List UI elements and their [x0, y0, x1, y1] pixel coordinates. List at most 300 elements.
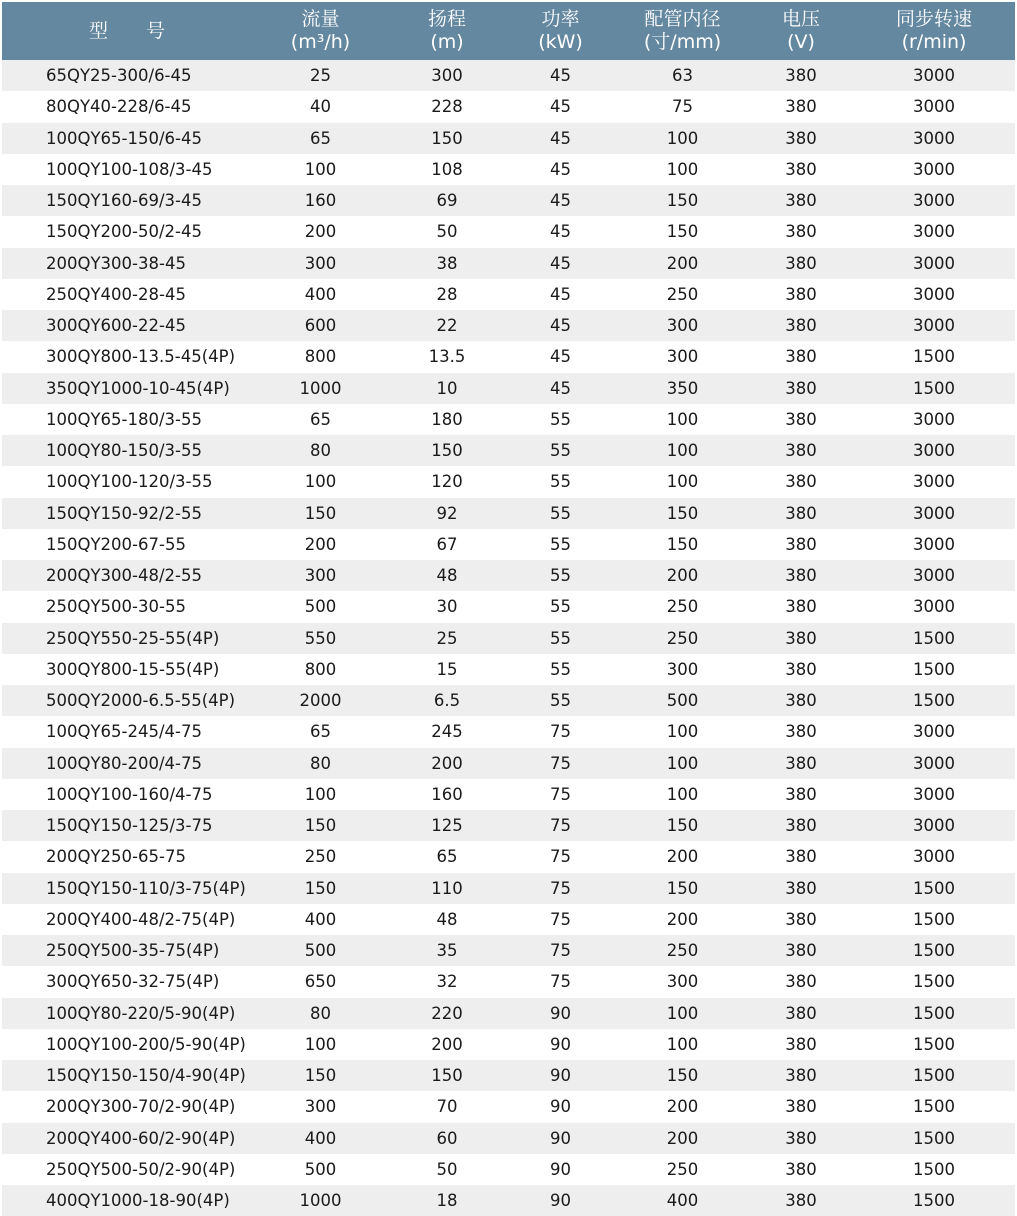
- pump-spec-table: [2, 2, 1015, 1216]
- speed-cell: 3000: [853, 591, 1015, 622]
- head-cell: 150: [389, 123, 505, 154]
- model-cell: 500QY2000-6.5-55(4P): [2, 685, 252, 716]
- speed-cell: 3000: [853, 185, 1015, 216]
- flow-cell: 300: [252, 560, 389, 591]
- voltage-cell: 380: [749, 60, 853, 91]
- head-cell: 92: [389, 498, 505, 529]
- pipe-diameter-cell: 150: [616, 216, 749, 247]
- flow-cell: 65: [252, 123, 389, 154]
- head-cell: 22: [389, 310, 505, 341]
- table-row: [2, 404, 1015, 435]
- model-cell: 350QY1000-10-45(4P): [2, 373, 252, 404]
- flow-cell: 550: [252, 623, 389, 654]
- pipe-diameter-cell: 100: [616, 1029, 749, 1060]
- head-cell: 13.5: [389, 341, 505, 372]
- model-cell: 150QY200-67-55: [2, 529, 252, 560]
- flow-cell: 2000: [252, 685, 389, 716]
- power-cell: 90: [505, 998, 616, 1029]
- model-cell: 65QY25-300/6-45: [2, 60, 252, 91]
- speed-cell: 3000: [853, 716, 1015, 747]
- flow-cell: 80: [252, 435, 389, 466]
- model-cell: 250QY500-35-75(4P): [2, 935, 252, 966]
- pipe-diameter-cell: 350: [616, 373, 749, 404]
- power-cell: 90: [505, 1091, 616, 1122]
- power-cell: 45: [505, 373, 616, 404]
- speed-cell: 3000: [853, 466, 1015, 497]
- table-row: [2, 810, 1015, 841]
- head-cell: 160: [389, 779, 505, 810]
- table-row: [2, 341, 1015, 372]
- power-cell: 55: [505, 685, 616, 716]
- power-cell: 45: [505, 60, 616, 91]
- pipe-diameter-cell: 100: [616, 404, 749, 435]
- speed-cell: 1500: [853, 1060, 1015, 1091]
- power-cell: 45: [505, 91, 616, 122]
- header-pipe-diameter: 配管内径 (寸/mm): [616, 2, 749, 60]
- voltage-cell: 380: [749, 466, 853, 497]
- model-cell: 400QY1000-18-90(4P): [2, 1185, 252, 1216]
- pipe-diameter-cell: 150: [616, 873, 749, 904]
- model-cell: 250QY400-28-45: [2, 279, 252, 310]
- pipe-diameter-cell: 500: [616, 685, 749, 716]
- table-row: [2, 841, 1015, 872]
- table-row: [2, 310, 1015, 341]
- power-cell: 45: [505, 279, 616, 310]
- table-row: [2, 1060, 1015, 1091]
- head-cell: 15: [389, 654, 505, 685]
- flow-cell: 160: [252, 185, 389, 216]
- table-row: [2, 498, 1015, 529]
- voltage-cell: 380: [749, 310, 853, 341]
- flow-cell: 800: [252, 654, 389, 685]
- head-cell: 35: [389, 935, 505, 966]
- table-row: [2, 216, 1015, 247]
- flow-cell: 65: [252, 716, 389, 747]
- speed-cell: 3000: [853, 529, 1015, 560]
- table-row: [2, 91, 1015, 122]
- pipe-diameter-cell: 100: [616, 748, 749, 779]
- table-header: [2, 2, 1015, 60]
- power-cell: 55: [505, 498, 616, 529]
- speed-cell: 1500: [853, 1185, 1015, 1216]
- head-cell: 60: [389, 1123, 505, 1154]
- voltage-cell: 380: [749, 498, 853, 529]
- head-cell: 150: [389, 1060, 505, 1091]
- model-cell: 200QY400-60/2-90(4P): [2, 1123, 252, 1154]
- model-cell: 250QY500-30-55: [2, 591, 252, 622]
- power-cell: 75: [505, 779, 616, 810]
- power-cell: 45: [505, 248, 616, 279]
- table-row: [2, 185, 1015, 216]
- flow-cell: 500: [252, 591, 389, 622]
- head-cell: 67: [389, 529, 505, 560]
- voltage-cell: 380: [749, 685, 853, 716]
- speed-cell: 1500: [853, 341, 1015, 372]
- speed-cell: 1500: [853, 623, 1015, 654]
- pipe-diameter-cell: 75: [616, 91, 749, 122]
- table-row: [2, 466, 1015, 497]
- voltage-cell: 380: [749, 154, 853, 185]
- model-cell: 300QY800-15-55(4P): [2, 654, 252, 685]
- table-row: [2, 123, 1015, 154]
- voltage-cell: 380: [749, 1154, 853, 1185]
- model-cell: 100QY65-245/4-75: [2, 716, 252, 747]
- pipe-diameter-cell: 300: [616, 966, 749, 997]
- pipe-diameter-cell: 100: [616, 123, 749, 154]
- pipe-diameter-cell: 400: [616, 1185, 749, 1216]
- flow-cell: 80: [252, 748, 389, 779]
- voltage-cell: 380: [749, 1060, 853, 1091]
- pipe-diameter-cell: 250: [616, 1154, 749, 1185]
- power-cell: 90: [505, 1029, 616, 1060]
- voltage-cell: 380: [749, 591, 853, 622]
- power-cell: 90: [505, 1154, 616, 1185]
- head-cell: 245: [389, 716, 505, 747]
- head-cell: 50: [389, 216, 505, 247]
- pipe-diameter-cell: 200: [616, 904, 749, 935]
- flow-cell: 500: [252, 935, 389, 966]
- flow-cell: 1000: [252, 1185, 389, 1216]
- model-cell: 300QY800-13.5-45(4P): [2, 341, 252, 372]
- power-cell: 75: [505, 966, 616, 997]
- speed-cell: 1500: [853, 654, 1015, 685]
- pipe-diameter-cell: 200: [616, 560, 749, 591]
- voltage-cell: 380: [749, 435, 853, 466]
- table-row: [2, 1091, 1015, 1122]
- flow-cell: 40: [252, 91, 389, 122]
- power-cell: 45: [505, 310, 616, 341]
- model-cell: 150QY150-110/3-75(4P): [2, 873, 252, 904]
- speed-cell: 3000: [853, 779, 1015, 810]
- power-cell: 45: [505, 185, 616, 216]
- model-cell: 300QY600-22-45: [2, 310, 252, 341]
- model-cell: 200QY300-70/2-90(4P): [2, 1091, 252, 1122]
- pipe-diameter-cell: 300: [616, 310, 749, 341]
- voltage-cell: 380: [749, 1029, 853, 1060]
- flow-cell: 150: [252, 498, 389, 529]
- pipe-diameter-cell: 100: [616, 779, 749, 810]
- power-cell: 45: [505, 341, 616, 372]
- header-voltage: 电压 (V): [749, 2, 853, 60]
- pipe-diameter-cell: 250: [616, 279, 749, 310]
- model-cell: 100QY100-108/3-45: [2, 154, 252, 185]
- table-row: [2, 998, 1015, 1029]
- voltage-cell: 380: [749, 623, 853, 654]
- head-cell: 108: [389, 154, 505, 185]
- power-cell: 55: [505, 623, 616, 654]
- power-cell: 55: [505, 529, 616, 560]
- table-row: [2, 60, 1015, 91]
- flow-cell: 400: [252, 904, 389, 935]
- flow-cell: 65: [252, 404, 389, 435]
- table-row: [2, 154, 1015, 185]
- power-cell: 90: [505, 1060, 616, 1091]
- voltage-cell: 380: [749, 248, 853, 279]
- pipe-diameter-cell: 100: [616, 466, 749, 497]
- voltage-cell: 380: [749, 341, 853, 372]
- flow-cell: 800: [252, 341, 389, 372]
- model-cell: 100QY100-160/4-75: [2, 779, 252, 810]
- model-cell: 250QY550-25-55(4P): [2, 623, 252, 654]
- head-cell: 30: [389, 591, 505, 622]
- pipe-diameter-cell: 250: [616, 591, 749, 622]
- model-cell: 150QY200-50/2-45: [2, 216, 252, 247]
- flow-cell: 300: [252, 1091, 389, 1122]
- pipe-diameter-cell: 200: [616, 1123, 749, 1154]
- flow-cell: 250: [252, 841, 389, 872]
- table-row: [2, 748, 1015, 779]
- head-cell: 200: [389, 1029, 505, 1060]
- power-cell: 45: [505, 123, 616, 154]
- table-row: [2, 623, 1015, 654]
- pipe-diameter-cell: 150: [616, 1060, 749, 1091]
- speed-cell: 3000: [853, 216, 1015, 247]
- flow-cell: 600: [252, 310, 389, 341]
- table-row: [2, 1029, 1015, 1060]
- pipe-diameter-cell: 100: [616, 716, 749, 747]
- speed-cell: 3000: [853, 310, 1015, 341]
- table-row: [2, 1123, 1015, 1154]
- power-cell: 90: [505, 1185, 616, 1216]
- voltage-cell: 380: [749, 1185, 853, 1216]
- model-cell: 250QY500-50/2-90(4P): [2, 1154, 252, 1185]
- pipe-diameter-cell: 200: [616, 841, 749, 872]
- model-cell: 200QY250-65-75: [2, 841, 252, 872]
- header-power: 功率 (kW): [505, 2, 616, 60]
- table-row: [2, 935, 1015, 966]
- header-row: [2, 2, 1015, 60]
- table-row: [2, 529, 1015, 560]
- pipe-diameter-cell: 300: [616, 654, 749, 685]
- speed-cell: 3000: [853, 498, 1015, 529]
- header-model: 型 号: [2, 2, 252, 60]
- flow-cell: 1000: [252, 373, 389, 404]
- head-cell: 120: [389, 466, 505, 497]
- pipe-diameter-cell: 300: [616, 341, 749, 372]
- head-cell: 50: [389, 1154, 505, 1185]
- pipe-diameter-cell: 150: [616, 810, 749, 841]
- voltage-cell: 380: [749, 216, 853, 247]
- model-cell: 100QY80-150/3-55: [2, 435, 252, 466]
- flow-cell: 200: [252, 216, 389, 247]
- voltage-cell: 380: [749, 404, 853, 435]
- speed-cell: 3000: [853, 404, 1015, 435]
- table-row: [2, 654, 1015, 685]
- power-cell: 55: [505, 404, 616, 435]
- speed-cell: 3000: [853, 123, 1015, 154]
- flow-cell: 400: [252, 1123, 389, 1154]
- head-cell: 200: [389, 748, 505, 779]
- power-cell: 75: [505, 748, 616, 779]
- table-row: [2, 373, 1015, 404]
- model-cell: 300QY650-32-75(4P): [2, 966, 252, 997]
- pipe-diameter-cell: 150: [616, 529, 749, 560]
- table-row: [2, 716, 1015, 747]
- header-speed: 同步转速 (r/min): [853, 2, 1015, 60]
- speed-cell: 1500: [853, 1123, 1015, 1154]
- head-cell: 25: [389, 623, 505, 654]
- model-cell: 100QY80-200/4-75: [2, 748, 252, 779]
- voltage-cell: 380: [749, 841, 853, 872]
- table-row: [2, 685, 1015, 716]
- voltage-cell: 380: [749, 873, 853, 904]
- speed-cell: 1500: [853, 873, 1015, 904]
- model-cell: 150QY150-92/2-55: [2, 498, 252, 529]
- voltage-cell: 380: [749, 373, 853, 404]
- model-cell: 200QY300-38-45: [2, 248, 252, 279]
- table-row: [2, 248, 1015, 279]
- flow-cell: 150: [252, 810, 389, 841]
- head-cell: 125: [389, 810, 505, 841]
- pipe-diameter-cell: 250: [616, 935, 749, 966]
- voltage-cell: 380: [749, 529, 853, 560]
- model-cell: 150QY150-150/4-90(4P): [2, 1060, 252, 1091]
- voltage-cell: 380: [749, 91, 853, 122]
- pipe-diameter-cell: 100: [616, 998, 749, 1029]
- speed-cell: 1500: [853, 373, 1015, 404]
- head-cell: 70: [389, 1091, 505, 1122]
- table-row: [2, 560, 1015, 591]
- speed-cell: 3000: [853, 279, 1015, 310]
- speed-cell: 3000: [853, 435, 1015, 466]
- voltage-cell: 380: [749, 779, 853, 810]
- table-row: [2, 591, 1015, 622]
- voltage-cell: 380: [749, 810, 853, 841]
- head-cell: 28: [389, 279, 505, 310]
- speed-cell: 1500: [853, 1029, 1015, 1060]
- model-cell: 100QY100-200/5-90(4P): [2, 1029, 252, 1060]
- speed-cell: 3000: [853, 154, 1015, 185]
- speed-cell: 1500: [853, 998, 1015, 1029]
- speed-cell: 3000: [853, 841, 1015, 872]
- table-row: [2, 279, 1015, 310]
- voltage-cell: 380: [749, 1123, 853, 1154]
- table-row: [2, 873, 1015, 904]
- flow-cell: 400: [252, 279, 389, 310]
- power-cell: 45: [505, 216, 616, 247]
- power-cell: 45: [505, 154, 616, 185]
- head-cell: 150: [389, 435, 505, 466]
- model-cell: 150QY160-69/3-45: [2, 185, 252, 216]
- table-row: [2, 435, 1015, 466]
- head-cell: 180: [389, 404, 505, 435]
- head-cell: 300: [389, 60, 505, 91]
- model-cell: 100QY80-220/5-90(4P): [2, 998, 252, 1029]
- head-cell: 65: [389, 841, 505, 872]
- voltage-cell: 380: [749, 1091, 853, 1122]
- pipe-diameter-cell: 100: [616, 435, 749, 466]
- flow-cell: 25: [252, 60, 389, 91]
- speed-cell: 3000: [853, 748, 1015, 779]
- flow-cell: 200: [252, 529, 389, 560]
- head-cell: 6.5: [389, 685, 505, 716]
- voltage-cell: 380: [749, 998, 853, 1029]
- power-cell: 55: [505, 560, 616, 591]
- voltage-cell: 380: [749, 654, 853, 685]
- head-cell: 110: [389, 873, 505, 904]
- speed-cell: 3000: [853, 60, 1015, 91]
- speed-cell: 1500: [853, 1154, 1015, 1185]
- table-row: [2, 1185, 1015, 1216]
- flow-cell: 100: [252, 779, 389, 810]
- flow-cell: 150: [252, 1060, 389, 1091]
- model-cell: 200QY400-48/2-75(4P): [2, 904, 252, 935]
- voltage-cell: 380: [749, 748, 853, 779]
- speed-cell: 3000: [853, 248, 1015, 279]
- head-cell: 48: [389, 560, 505, 591]
- power-cell: 55: [505, 466, 616, 497]
- power-cell: 55: [505, 654, 616, 685]
- speed-cell: 3000: [853, 810, 1015, 841]
- head-cell: 32: [389, 966, 505, 997]
- speed-cell: 1500: [853, 935, 1015, 966]
- flow-cell: 80: [252, 998, 389, 1029]
- table-body: [2, 60, 1015, 1216]
- pipe-diameter-cell: 150: [616, 185, 749, 216]
- pipe-diameter-cell: 100: [616, 154, 749, 185]
- voltage-cell: 380: [749, 560, 853, 591]
- pipe-diameter-cell: 63: [616, 60, 749, 91]
- power-cell: 75: [505, 841, 616, 872]
- head-cell: 10: [389, 373, 505, 404]
- speed-cell: 1500: [853, 1091, 1015, 1122]
- flow-cell: 650: [252, 966, 389, 997]
- voltage-cell: 380: [749, 185, 853, 216]
- head-cell: 69: [389, 185, 505, 216]
- model-cell: 100QY100-120/3-55: [2, 466, 252, 497]
- voltage-cell: 380: [749, 966, 853, 997]
- model-cell: 200QY300-48/2-55: [2, 560, 252, 591]
- power-cell: 75: [505, 716, 616, 747]
- speed-cell: 3000: [853, 560, 1015, 591]
- flow-cell: 150: [252, 873, 389, 904]
- voltage-cell: 380: [749, 279, 853, 310]
- speed-cell: 1500: [853, 966, 1015, 997]
- speed-cell: 1500: [853, 904, 1015, 935]
- power-cell: 55: [505, 591, 616, 622]
- head-cell: 38: [389, 248, 505, 279]
- model-cell: 150QY150-125/3-75: [2, 810, 252, 841]
- pipe-diameter-cell: 200: [616, 1091, 749, 1122]
- pipe-diameter-cell: 250: [616, 623, 749, 654]
- model-cell: 100QY65-180/3-55: [2, 404, 252, 435]
- table-row: [2, 1154, 1015, 1185]
- power-cell: 75: [505, 904, 616, 935]
- table-row: [2, 966, 1015, 997]
- model-cell: 100QY65-150/6-45: [2, 123, 252, 154]
- table-row: [2, 904, 1015, 935]
- power-cell: 75: [505, 810, 616, 841]
- flow-cell: 500: [252, 1154, 389, 1185]
- header-flow: 流量 (m³/h): [252, 2, 389, 60]
- header-head: 扬程 (m): [389, 2, 505, 60]
- speed-cell: 1500: [853, 685, 1015, 716]
- model-cell: 80QY40-228/6-45: [2, 91, 252, 122]
- power-cell: 55: [505, 435, 616, 466]
- pipe-diameter-cell: 200: [616, 248, 749, 279]
- pipe-diameter-cell: 150: [616, 498, 749, 529]
- head-cell: 228: [389, 91, 505, 122]
- speed-cell: 3000: [853, 91, 1015, 122]
- voltage-cell: 380: [749, 716, 853, 747]
- flow-cell: 100: [252, 466, 389, 497]
- flow-cell: 100: [252, 1029, 389, 1060]
- head-cell: 18: [389, 1185, 505, 1216]
- table-row: [2, 779, 1015, 810]
- power-cell: 90: [505, 1123, 616, 1154]
- head-cell: 220: [389, 998, 505, 1029]
- voltage-cell: 380: [749, 935, 853, 966]
